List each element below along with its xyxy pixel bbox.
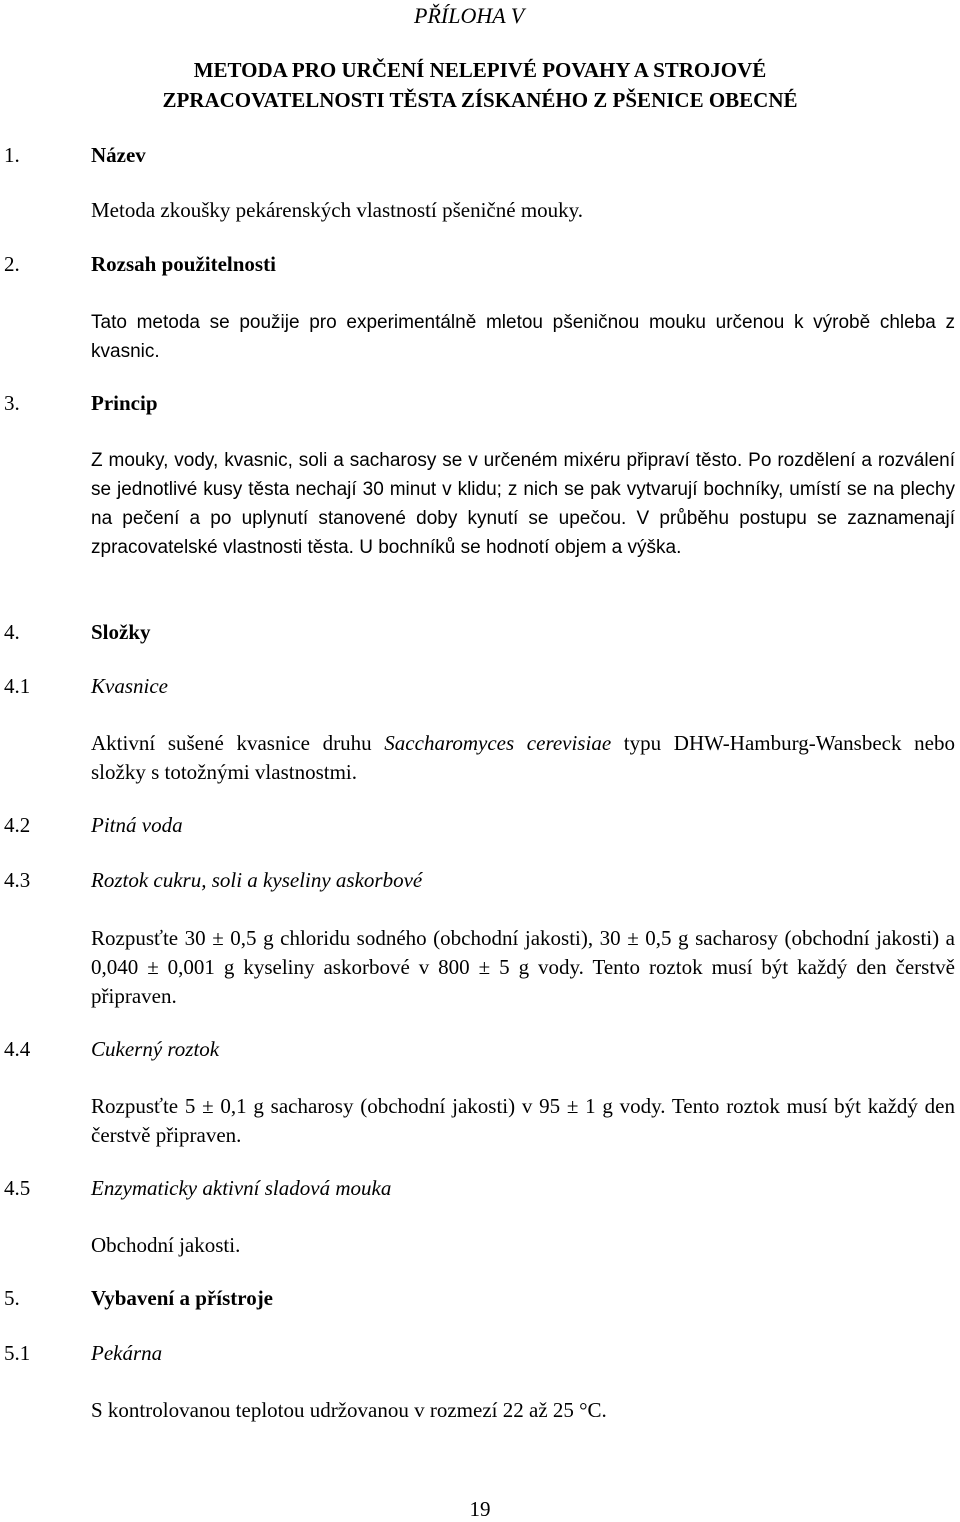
page-number: 19 <box>469 1497 491 1521</box>
section-4-1-heading: Kvasnice <box>91 674 168 698</box>
species-name: Saccharomyces cerevisiae <box>384 731 612 755</box>
section-4-2-heading: Pitná voda <box>91 813 183 837</box>
appendix-label: PŘÍLOHA V <box>414 3 525 28</box>
section-5-number: 5. <box>4 1286 20 1310</box>
section-4-4-text: Rozpusťte 5 ± 0,1 g sacharosy (obchodní jakosti) v 95 ± 1 g vody. Tento roztok musí být každý den čerstvě připraven. <box>91 1094 955 1147</box>
section-4-1-text <box>91 729 955 787</box>
section-5-1-heading: Pekárna <box>91 1341 163 1365</box>
section-4-number: 4. <box>4 620 20 644</box>
section-4-3-number: 4.3 <box>4 868 31 892</box>
section-4-3-text: Rozpusťte 30 ± 0,5 g chloridu sodného (obchodní jakosti), 30 ± 0,5 g sacharosy (obchodní jakosti) a 0,040 ± 0,001 g kyseliny askorbové v 800 ± 5 g vody. Tento roztok musí být každý den čerstvě připraven. <box>91 926 955 1008</box>
section-4-1-text-a: Aktivní sušené kvasnice druhu <box>91 731 385 755</box>
section-4-5-number: 4.5 <box>4 1176 31 1200</box>
section-4-5-text: Obchodní jakosti. <box>91 1233 241 1257</box>
document-title-line-1: METODA PRO URČENÍ NELEPIVÉ POVAHY A STROJOVÉ <box>193 58 767 82</box>
section-4-3-heading: Roztok cukru, soli a kyseliny askorbové <box>91 868 423 892</box>
section-3-text: Z mouky, vody, kvasnic, soli a sacharosy se v určeném mixéru připraví těsto. Po rozdělení a rozválení se jednotlivé kusy těsta nechají 30 minut v klidu; z nich se pak vytvarují bochníky, umístí se na plechy na pečení a po uplynutí stanovené doby kynutí se upečou. V průběhu postupu se zaznamenají zpracovatelské vlastnosti těsta. U bochníků se hodnotí objem a výška. <box>91 450 955 558</box>
section-4-1-number: 4.1 <box>4 674 31 698</box>
section-4-heading: Složky <box>91 620 151 644</box>
section-2-heading: Rozsah použitelnosti <box>91 252 276 276</box>
section-4-4-number: 4.4 <box>4 1037 31 1061</box>
section-4-2-number: 4.2 <box>4 813 31 837</box>
section-5-1-text: S kontrolovanou teplotou udržovanou v rozmezí 22 až 25 °C. <box>91 1398 607 1422</box>
section-1-number: 1. <box>4 143 20 167</box>
section-1-text: Metoda zkoušky pekárenských vlastností pšeničné mouky. <box>91 198 584 222</box>
section-4-5-heading: Enzymaticky aktivní sladová mouka <box>91 1176 392 1200</box>
section-5-heading: Vybavení a přístroje <box>91 1286 274 1310</box>
section-4-1-text-b: typu DHW-Hamburg-Wansbeck nebo složky s totožnými vlastnostmi. <box>91 731 955 784</box>
section-5-1-number: 5.1 <box>4 1341 31 1365</box>
section-1-heading: Název <box>91 143 146 167</box>
section-3-number: 3. <box>4 391 20 415</box>
section-4-4-heading: Cukerný roztok <box>91 1037 220 1061</box>
document-title-line-2: ZPRACOVATELNOSTI TĚSTA ZÍSKANÉHO Z PŠENICE OBECNÉ <box>162 88 798 112</box>
section-2-text: Tato metoda se použije pro experimentálně mletou pšeničnou mouku určenou k výrobě chleba z kvasnic. <box>91 312 955 362</box>
section-2-number: 2. <box>4 252 20 276</box>
section-3-heading: Princip <box>91 391 158 415</box>
